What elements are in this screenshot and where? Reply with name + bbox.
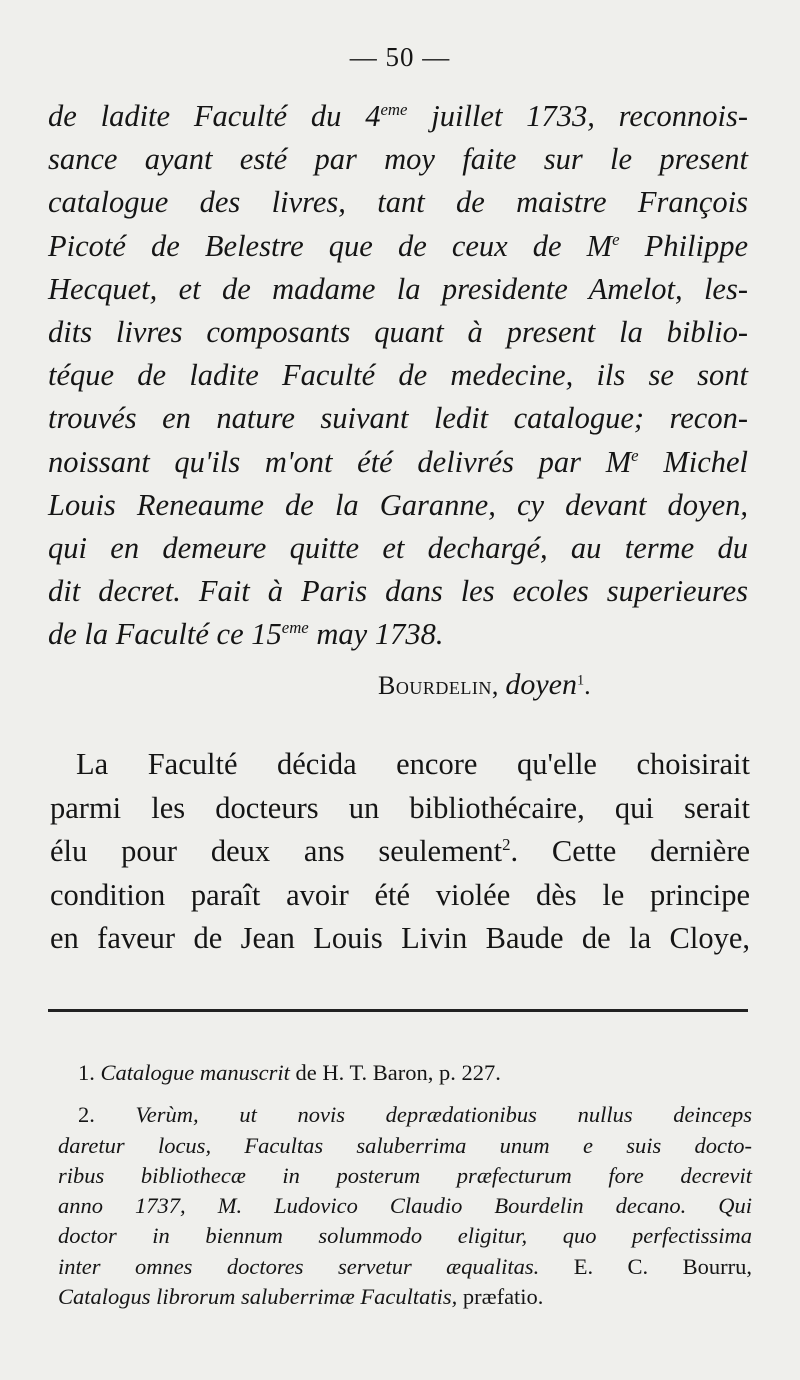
quote-line: Louis Reneaume de la Garanne, cy devant doyen,	[48, 487, 748, 522]
footnotes	[58, 1058, 752, 1312]
page-number: — 50 —	[349, 42, 451, 72]
footnote-2-line: inter omnes doctores servetur æqualitas. E. C. Bourru,	[58, 1253, 752, 1279]
signatory-name: Bourdelin,	[378, 671, 499, 700]
quote-line: Picoté de Belestre que de ceux de Me Philippe	[48, 228, 748, 263]
quote-line: dit decret. Fait à Paris dans les ecoles superieures	[48, 574, 748, 609]
quote-line: noissant qu'ils m'ont été delivrés par Me Michel	[48, 444, 748, 479]
quoted-decree	[48, 95, 748, 656]
signature: Bourdelin, doyen$^1$.	[378, 668, 591, 701]
quote-line: catalogue des livres, tant de maistre François	[48, 185, 748, 220]
body-line: élu pour deux ans seulement$^2$. Cette dernière	[50, 834, 751, 869]
body-line: La Faculté décida encore qu'elle choisirait	[76, 747, 750, 781]
footnote-ref: 1	[576, 672, 585, 689]
footnote-2-line: doctor in biennum solummodo eligitur, quo perfectissima	[58, 1223, 752, 1249]
quote-line: dits livres composants quant à present la biblio-	[48, 314, 748, 349]
footnote-2-line: anno 1737, M. Ludovico Claudio Bourdelin decano. Qui	[58, 1193, 752, 1219]
signatory-title: doyen	[505, 668, 577, 701]
footnote-gap	[58, 1088, 752, 1100]
quote-line: qui en demeure quitte et dechargé, au terme du	[48, 530, 748, 565]
footnote-divider	[48, 1009, 748, 1012]
quote-line: de la Faculté ce 15eme may 1738.	[48, 617, 444, 652]
body-line: parmi les docteurs un bibliothécaire, qui serait	[50, 790, 750, 825]
footnote-2-line: daretur locus, Facultas saluberrima unum e suis docto-	[58, 1132, 752, 1158]
quote-line: trouvés en nature suivant ledit catalogue; recon-	[48, 401, 748, 436]
body-line: condition paraît avoir été violée dès le principe	[50, 877, 750, 912]
footnote-2-line: 2. Verùm, ut novis deprædationibus nullus deinceps	[78, 1102, 752, 1128]
quote-line: sance ayant esté par moy faite sur le present	[48, 142, 748, 177]
footnote-2-line: Catalogus librorum saluberrimæ Facultatis, præfatio.	[58, 1284, 544, 1310]
footnote-1: 1. Catalogue manuscrit de H. T. Baron, p. 227.	[78, 1060, 501, 1085]
quote-line: téque de ladite Faculté de medecine, ils se sont	[48, 358, 748, 393]
body-paragraph	[50, 743, 750, 961]
quote-line: de ladite Faculté du 4eme juillet 1733, reconnois-	[48, 99, 748, 133]
body-line: en faveur de Jean Louis Livin Baude de la Cloye,	[50, 921, 750, 956]
footnote-2-line: ribus bibliothecæ in posterum præfecturum fore decrevit	[58, 1162, 752, 1188]
quote-line: Hecquet, et de madame la presidente Amelot, les-	[48, 271, 748, 306]
